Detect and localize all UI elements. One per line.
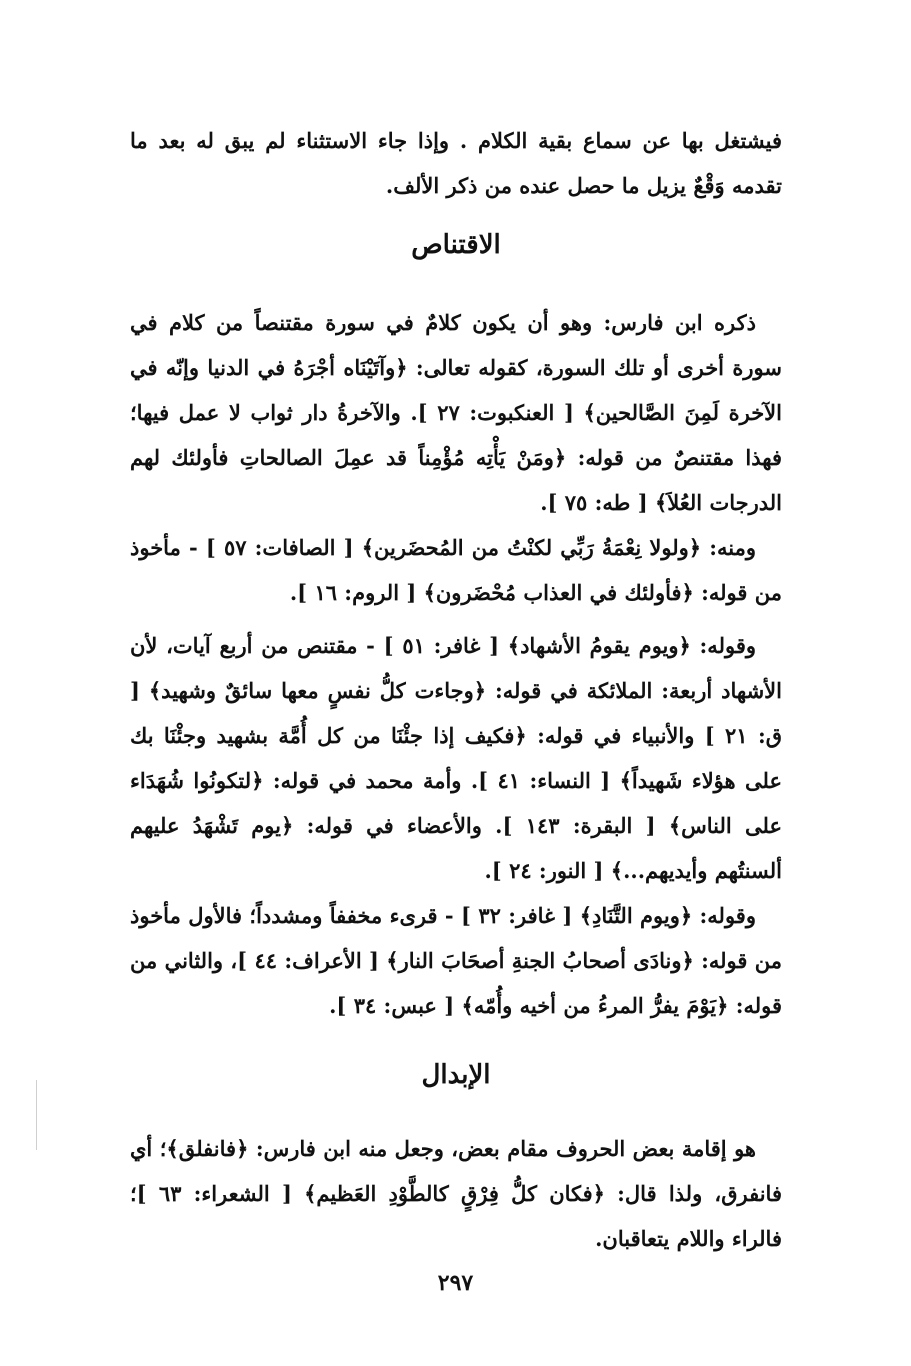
- margin-rule: [36, 1080, 37, 1150]
- section-heading-ibdal: الإبدال: [421, 1060, 491, 1090]
- section2-paragraph: هو إقامة بعض الحروف مقام بعض، وجعل منه ابن فارس: ﴿فانفلق﴾؛ أي فانفرق، ولذا قال: ﴿فكان كلُّ فِرْقٍ كالطَّوْدِ العَظيم﴾ [ الشعراء: ٦٣ ]؛ فالراء واللام يتعاقبان.: [130, 1136, 782, 1251]
- section1-paragraph: وقوله: ﴿ويوم التَّنَادِ﴾ [ غافر: ٣٢ ] - قرىء مخففاً ومشدداً؛ فالأول مأخوذ من قوله: ﴿ونادَى أصحابُ الجنةِ أصحَابَ النار﴾ [ الأعراف: ٤٤ ]، والثاني من قوله: ﴿يَوْمَ يفرُّ المرءُ من أخيه وأُمّه﴾ [ عبس: ٣٤ ].: [130, 903, 782, 1018]
- section2-text-block: [130, 1126, 782, 1261]
- section-heading-iqtinas: الاقتناص: [411, 230, 501, 260]
- intro-text-block: [130, 118, 782, 208]
- section1-text-block: [130, 300, 782, 1028]
- intro-paragraph: فيشتغل بها عن سماع بقية الكلام . وإذا جاء الاستثناء لم يبق له بعد ما تقدمه وَقْعٌ يزيل ما حصل عنده من ذكر الألف.: [130, 128, 782, 198]
- section1-paragraph: ومنه: ﴿ولولا نِعْمَةُ رَبِّي لكنْتُ من المُحضَرين﴾ [ الصافات: ٥٧ ] - مأخوذ من قوله: ﴿فأولئك في العذاب مُحْضَرون﴾ [ الروم: ١٦ ].: [130, 535, 782, 605]
- section1-paragraph: ذكره ابن فارس: وهو أن يكون كلامٌ في سورة مقتنصاً من كلام في سورة أخرى أو تلك السورة، كقوله تعالى: ﴿وآتَيْنَاه أجْرَهُ في الدنيا وإنّه في الآخرة لَمِنَ الصَّالحين﴾ [ العنكبوت: ٢٧ ]. والآخرةُ دار ثواب لا عمل فيها؛ فهذا مقتنصٌ من قوله: ﴿ومَنْ يَأْتِه مُؤْمِناً قد عمِلَ الصالحاتِ فأولئك لهم الدرجات العُلاَ﴾ [ طه: ٧٥ ].: [130, 310, 782, 515]
- section1-paragraph: وقوله: ﴿ويوم يقومُ الأشهاد﴾ [ غافر: ٥١ ] - مقتنص من أربع آيات، لأن الأشهاد أربعة: الملائكة في قوله: ﴿وجاءت كلُّ نفسٍ معها سائقٌ وشهيد﴾ [ ق: ٢١ ] والأنبياء في قوله: ﴿فكيف إذا جئْنَا من كل أُمَّة بشهيد وجئْنَا بك على هؤلاء شَهيداً﴾ [ النساء: ٤١ ]. وأمة محمد في قوله: ﴿لتكونُوا شُهَدَاء على الناس﴾ [ البقرة: ١٤٣ ]. والأعضاء في قوله: ﴿يوم تَشْهَدُ عليهم ألسنتُهم وأيديهم...﴾ [ النور: ٢٤ ].: [130, 633, 783, 883]
- page-number: ٢٩٧: [437, 1270, 474, 1296]
